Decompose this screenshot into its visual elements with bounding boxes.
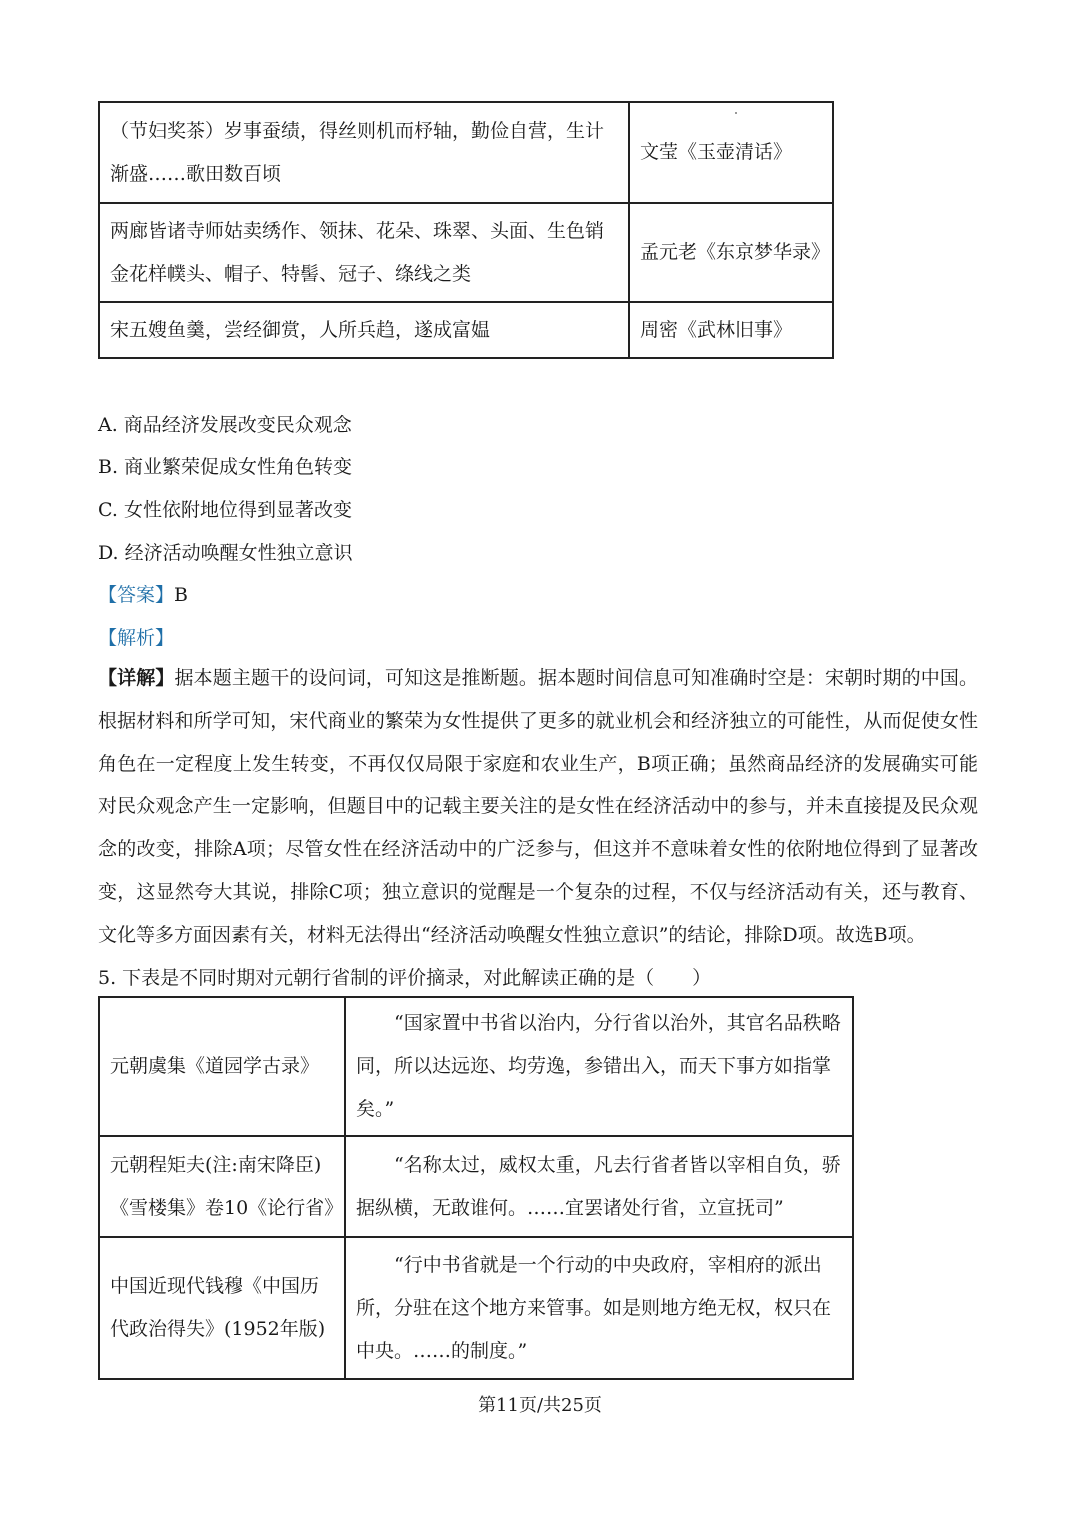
table-row	[99, 1136, 853, 1237]
table-row	[99, 102, 833, 203]
table-cell-source: 文莹《玉壶清话》	[629, 102, 833, 203]
table-cell-text: 宋五嫂鱼羹，尝经御赏，人所兵趋，遂成富媪	[99, 302, 629, 358]
analysis-label: 【解析】	[98, 627, 175, 649]
table-cell-text: （节妇奖茶）岁事蚕绩，得丝则机而杼轴，勤俭自营，生计渐盛……歌田数百顷	[99, 102, 629, 203]
table-row	[99, 997, 853, 1136]
table-row	[99, 203, 833, 302]
table-row	[99, 1237, 853, 1379]
table-cell-source: 元朝程矩夫(注:南宋降臣)《雪楼集》卷10《论行省》	[99, 1136, 345, 1237]
table-row	[99, 302, 833, 358]
table-cell-text: “行中书省就是一个行动的中央政府，宰相府的派出所，分驻在这个地方来管事。如是则地方绝无权，权只在中央。……的制度。”	[345, 1237, 853, 1379]
detail-text: 据本题主题干的设问词，可知这是推断题。据本题时间信息可知准确时空是：宋朝时期的中国。根据材料和所学可知，宋代商业的繁荣为女性提供了更多的就业机会和经济独立的可能性，从而促使女性角色在一定程度上发生转变，不再仅仅局限于家庭和农业生产，B项正确；虽然商品经济的发展确实可能对民众观念产生一定影响，但题目中的记载主要关注的是女性在经济活动中的参与，并未直接提及民众观念的改变，排除A项；尽管女性在经济活动中的广泛参与，但这并不意味着女性的依附地位得到了显著改变，这显然夸大其说，排除C项；独立意识的觉醒是一个复杂的过程，不仅与经济活动有关，还与教育、文化等多方面因素有关，材料无法得出“经济活动唤醒女性独立意识”的结论，排除D项。故选B项。	[98, 667, 978, 946]
table-cell-text: “国家置中书省以治内，分行省以治外，其官名品秩略同，所以达远迩、均劳逸，参错出入，而天下事方如指掌矣。”	[345, 997, 853, 1136]
table-cell-text: “名称太过，威权太重，凡去行省者皆以宰相自负，骄据纵横，无敢谁何。……宜罢诸处行省，立宣抚司”	[345, 1136, 853, 1237]
source-table-1	[98, 101, 834, 359]
page-number: 第11页/共25页	[478, 1395, 602, 1416]
table-cell-source: 孟元老《东京梦华录》	[629, 203, 833, 302]
source-table-2	[98, 996, 854, 1380]
detail-paragraph	[98, 657, 978, 957]
option-c: C. 女性依附地位得到显著改变	[98, 499, 352, 521]
option-d: D. 经济活动唤醒女性独立意识	[98, 542, 353, 564]
table-cell-source: 中国近现代钱穆《中国历代政治得失》(1952年版)	[99, 1237, 345, 1379]
answer-label: 【答案】	[98, 584, 175, 606]
question-5: 5. 下表是不同时期对元朝行省制的评价摘录，对此解读正确的是（ ）	[98, 967, 712, 989]
table-cell-source: 周密《武林旧事》	[629, 302, 833, 358]
option-b: B. 商业繁荣促成女性角色转变	[98, 456, 353, 478]
option-a: A. 商品经济发展改变民众观念	[98, 414, 352, 436]
table-cell-source: 元朝虞集《道园学古录》	[99, 997, 345, 1136]
answer-value: B	[174, 584, 188, 606]
table-cell-text: 两廊皆诸寺师姑卖绣作、领抹、花朵、珠翠、头面、生色销金花样幞头、帽子、特髻、冠子、绦线之类	[99, 203, 629, 302]
answer-line	[98, 580, 188, 607]
detail-label: 【详解】	[98, 667, 175, 689]
